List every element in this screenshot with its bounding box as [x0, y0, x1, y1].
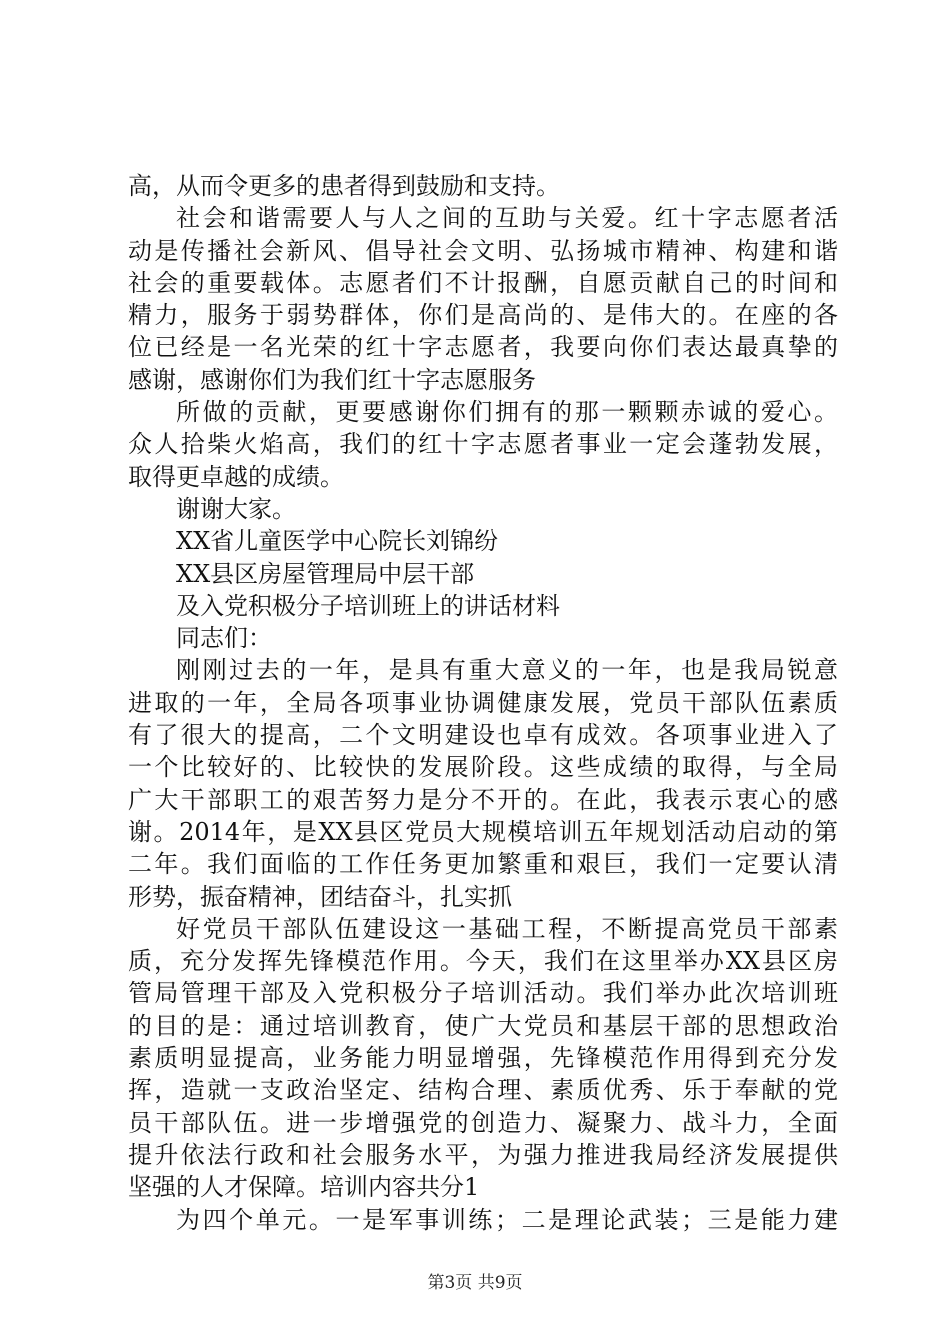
text-line: 取得更卓越的成绩。 — [128, 462, 344, 491]
text-line: 二年。我们面临的工作任务更加繁重和艰巨，我们一定要认清 — [128, 850, 838, 879]
text-line: 及入党积极分子培训班上的讲话材料 — [176, 591, 560, 620]
text-line: 高，从而令更多的患者得到鼓励和支持。 — [128, 172, 560, 200]
text-line: 员干部队伍。进一步增强党的创造力、凝聚力、战斗力，全面 — [128, 1108, 838, 1137]
text-line: 同志们： — [176, 624, 272, 653]
text-line: 精力，服务于弱势群体，你们是高尚的、是伟大的。在座的各 — [128, 301, 838, 330]
text-line: 动是传播社会新风、倡导社会文明、弘扬城市精神、构建和谐 — [128, 236, 838, 265]
text-line: 广大干部职工的艰苦努力是分不开的。在此，我表示衷心的感 — [128, 785, 838, 814]
text-line: XX县区房屋管理局中层干部 — [176, 559, 475, 588]
text-line: 位已经是一名光荣的红十字志愿者，我要向你们表达最真挚的 — [128, 333, 838, 362]
text-line: 一个比较好的、比较快的发展阶段。这些成绩的取得，与全局 — [128, 753, 838, 782]
text-line: 坚强的人才保障。培训内容共分1 — [128, 1173, 480, 1202]
text-line: 提升依法行政和社会服务水平，为强力推进我局经济发展提供 — [128, 1140, 838, 1169]
text-line: 质，充分发挥先锋模范作用。今天，我们在这里举办XX县区房 — [128, 947, 838, 976]
text-line: 进取的一年，全局各项事业协调健康发展，党员干部队伍素质 — [128, 688, 838, 717]
text-line: 所做的贡献，更要感谢你们拥有的那一颗颗赤诚的爱心。 — [176, 398, 838, 427]
text-line: 社会的重要载体。志愿者们不计报酬，自愿贡献自己的时间和 — [128, 268, 838, 297]
text-line: 挥，造就一支政治坚定、结构合理、素质优秀、乐于奉献的党 — [128, 1076, 838, 1105]
text-line: 社会和谐需要人与人之间的互助与关爱。红十字志愿者活 — [176, 204, 838, 233]
text-line: 的目的是：通过培训教育，使广大党员和基层干部的思想政治 — [128, 1011, 838, 1040]
text-line: 形势，振奋精神，团结奋斗，扎实抓 — [128, 882, 512, 911]
text-line: 为四个单元。一是军事训练；二是理论武装；三是能力建 — [176, 1205, 838, 1234]
text-line: 素质明显提高，业务能力明显增强，先锋模范作用得到充分发 — [128, 1044, 838, 1073]
text-line: 好党员干部队伍建设这一基础工程，不断提高党员干部素 — [176, 914, 838, 943]
text-line: 感谢，感谢你们为我们红十字志愿服务 — [128, 365, 536, 394]
text-line: 刚刚过去的一年，是具有重大意义的一年，也是我局锐意 — [176, 656, 838, 685]
text-line: XX省儿童医学中心院长刘锦纷 — [176, 527, 499, 556]
page-number-footer: 第3页 共9页 — [427, 1273, 523, 1293]
text-line: 谢。2014年，是XX县区党员大规模培训五年规划活动启动的第 — [128, 817, 838, 846]
text-line: 有了很大的提高，二个文明建设也卓有成效。各项事业进入了 — [128, 721, 838, 750]
document-body — [128, 170, 838, 1236]
text-line: 众人拾柴火焰高，我们的红十字志愿者事业一定会蓬勃发展， — [128, 430, 838, 459]
text-line: 管局管理干部及入党积极分子培训活动。我们举办此次培训班 — [128, 979, 838, 1008]
text-line: 谢谢大家。 — [176, 494, 296, 523]
